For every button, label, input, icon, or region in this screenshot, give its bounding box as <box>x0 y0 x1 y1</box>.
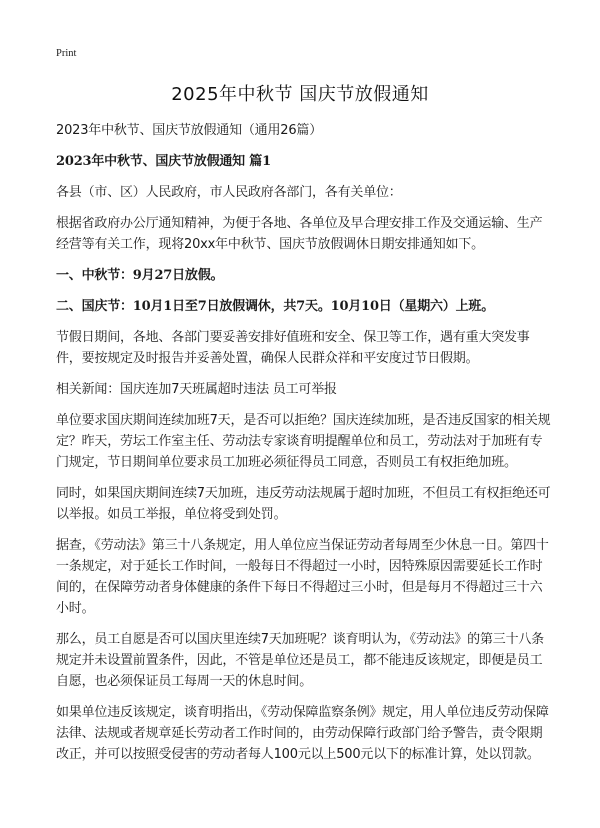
paragraph-report: 同时，如果国庆期间连续7天加班，违反劳动法规属于超时加班，不但员工有权拒绝还可以举报。如员工举报，单位将受到处罚。 <box>56 486 551 522</box>
document-body <box>56 120 552 775</box>
document-subtitle: 2023年中秋节、国庆节放假通知（通用26篇） <box>56 123 323 138</box>
paragraph-salutation: 各县（市、区）人民政府，市人民政府各部门，各有关单位： <box>56 185 402 200</box>
paragraph-voluntary: 那么，员工自愿是否可以国庆里连续7天加班呢？谈育明认为，《劳动法》的第三十八条规定并未设置前置条件，因此，不管是单位还是员工，都不能违反该规定，即便是员工自愿，也必须保证员工每周一天的休息时间。 <box>56 632 544 689</box>
section-heading: 2023年中秋节、国庆节放假通知 篇1 <box>56 154 271 169</box>
paragraph-overtime-question: 单位要求国庆期间连续加班7天，是否可以拒绝？国庆连续加班，是否违反国家的相关规定？昨天，劳坛工作室主任、劳动法专家谈育明提醒单位和员工，劳动法对于加班有专门规定，节日期间单位要求员工加班必须征得员工同意，否则员工有权拒绝加班。 <box>56 413 551 470</box>
item-national-day: 二、国庆节：10月1日至7日放假调休，共7天。10月10日（星期六）上班。 <box>56 299 495 314</box>
paragraph-penalty: 如果单位违反该规定，谈育明指出，《劳动保障监察条例》规定，用人单位违反劳动保障法律、法规或者规章延长劳动者工作时间的，由劳动保障行政部门给予警告，责令限期改正，并可以按照受侵害的劳动者每人100元以上500元以下的标准计算，处以罚款。 <box>56 705 549 762</box>
paragraph-labor-law: 据查，《劳动法》第三十八条规定，用人单位应当保证劳动者每周至少休息一日。第四十一条规定，对于延长工作时间，一般每日不得超过一小时，因特殊原因需要延长工作时间的，在保障劳动者身体健康的条件下每日不得超过三小时，但是每月不得超过三十六小时。 <box>56 538 549 616</box>
print-label: Print <box>56 48 77 59</box>
document-title: 2025年中秋节 国庆节放假通知 <box>171 84 429 105</box>
paragraph-duty-arrangement: 节假日期间，各地、各部门要妥善安排好值班和安全、保卫等工作，遇有重大突发事件，要按规定及时报告并妥善处置，确保人民群众祥和平安度过节日假期。 <box>56 330 530 366</box>
paragraph-intro: 根据省政府办公厅通知精神，为便于各地、各单位及早合理安排工作及交通运输、生产经营等有关工作，现将20xx年中秋节、国庆节放假调休日期安排通知如下。 <box>56 216 543 252</box>
paragraph-related-news: 相关新闻：国庆连加7天班属超时违法 员工可举报 <box>56 382 337 397</box>
item-mid-autumn: 一、中秋节：9月27日放假。 <box>56 268 224 283</box>
